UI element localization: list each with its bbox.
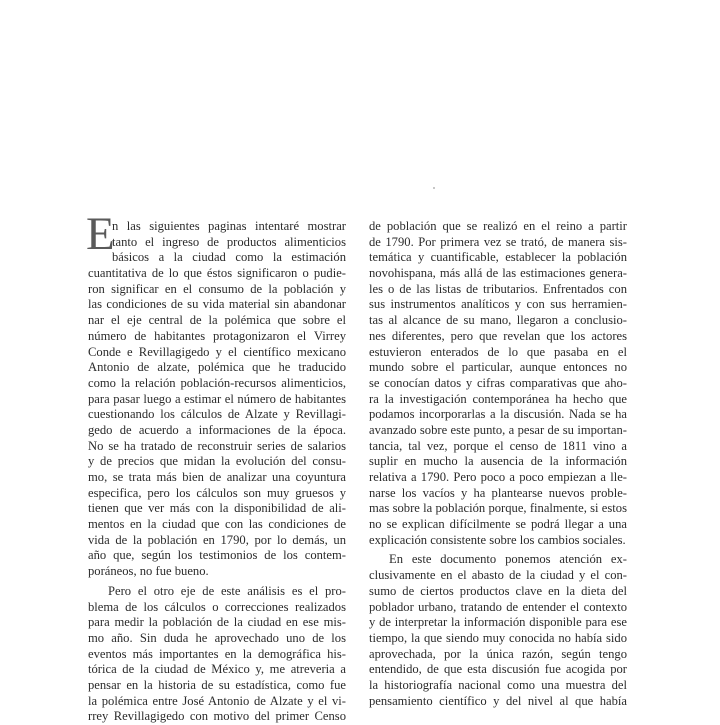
left-column-text-line: básicos a la ciudad como la estimación	[112, 250, 346, 265]
right-column-text-line: explicación consistente sobre los cambios sociales.	[369, 532, 626, 547]
left-column-text-line: la polémica entre José Antonio de Alzate y el vi-	[88, 693, 346, 708]
right-column-text-line: podamos incorporarlas a la discusión. Nada se ha	[369, 407, 627, 422]
left-column-text-line: año que, según los testimonios de los contem-	[88, 548, 346, 563]
left-column-text-line: eventos más importantes en la demográfica his-	[88, 646, 346, 661]
left-column-text-line: Conde e Revillagigedo y el científico mexicano	[88, 344, 346, 359]
left-column-text-line: blema de los cálculos o correcciones realizados	[88, 599, 346, 614]
right-column-text-line: mundo sobre el particular, aunque entonces no	[369, 360, 627, 375]
left-column-text-line: Pero el otro eje de este análisis es el pro-	[108, 583, 346, 598]
right-column-text-line: tancia, tal vez, porque el censo de 1811 vino a	[369, 438, 627, 453]
left-column-text-line: y de precios que midan la evolución del consu-	[88, 454, 346, 469]
left-column-text-line: mentos en la ciudad que con las condiciones de	[88, 517, 346, 532]
right-column-text-line: no se explican difícilmente se podrá llegar a una	[369, 517, 627, 532]
left-column-text-line: ron significar en el consumo de la población y	[88, 281, 346, 296]
left-column-text-line: cuestionando los cálculos de Alzate y Revillagi-	[88, 407, 346, 422]
right-column-text-line: suplir en mucho la ausencia de la información	[369, 454, 627, 469]
left-column-text-line: mo año. Sin duda he aprovechado uno de los	[88, 630, 346, 645]
right-text-column	[369, 219, 627, 709]
left-column-text-line: mo, se trata más bien de analizar una coyuntura	[88, 470, 346, 484]
right-column-text-line: y de interpretar la información disponible para ese	[369, 615, 627, 630]
right-column-text-line: novohispana, más allá de las estimaciones genera-	[369, 266, 627, 281]
left-column-text-line: para medir la población de la ciudad en ese mis-	[88, 615, 346, 630]
right-column-text-line: avanzado sobre este punto, a pesar de su importan-	[369, 422, 627, 437]
left-column-text-line: tienen que ver más con la disponibilidad de ali-	[88, 501, 346, 516]
scan-speck	[433, 187, 435, 189]
left-column-text-line: número de habitantes protagonizaron el Virrey	[88, 328, 346, 343]
left-column-text-line: pensar en la historia de su estadística, como fue	[88, 677, 346, 692]
left-column-text-line: No se ha tratado de reconstruir series de salarios	[88, 438, 346, 453]
left-column-text-line: para pasar luego a estimar el número de habitantes	[88, 391, 346, 406]
left-column-text-line: rrey Revillagigedo con motivo del primer Censo	[88, 709, 346, 724]
left-column-text-line: vida de la población en 1790, por lo demás, un	[88, 532, 346, 547]
right-column-text-line: En este documento ponemos atención ex-	[389, 552, 627, 567]
left-column-text-line: las condiciones de su vida material sin abandonar	[88, 297, 346, 312]
right-column-text-line: poblador urbano, tratando de entender el contexto	[369, 599, 627, 614]
right-column-text-line: narse los vacíos y ha plantearse nuevos proble-	[369, 485, 627, 500]
drop-cap-letter: E	[86, 208, 115, 260]
right-column-text-line: relativa a 1790. Pero poco a poco empiezan a lle-	[369, 470, 627, 484]
left-column-text-line: poráneos, no fue bueno.	[88, 564, 209, 579]
right-column-text-line: de población que se realizó en el reino a partir	[369, 219, 627, 233]
left-column-text-line: nar el eje central de la polémica que sobre el	[88, 313, 346, 328]
left-column-text-line: como la relación población-recursos alimenticios,	[88, 375, 346, 390]
left-column-text-line: gedo de acuerdo a informaciones de la época.	[88, 422, 346, 437]
right-column-text-line: nes diferentes, pero que revelan que los actores	[369, 328, 627, 343]
right-column-text-line: pensamiento científico y del nivel al que había	[369, 693, 627, 708]
left-column-text-line: cuantitativa de lo que éstos significaron o pudie-	[88, 266, 346, 281]
right-column-text-line: entendido, de que esta discusión fue acogida por	[369, 662, 627, 677]
right-column-text-line: se conocían datos y cifras comparativas que aho-	[369, 375, 627, 390]
left-column-text-line: tanto el ingreso de productos alimenticios	[112, 234, 346, 249]
left-column-text-line: n las siguientes paginas intentaré mostrar	[112, 219, 346, 233]
left-column-text-line: Antonio de alzate, polémica que he traducido	[88, 360, 346, 375]
right-column-text-line: les o de las listas de tributarios. Enfrentados con	[369, 281, 627, 296]
right-column-text-line: ra la investigación contemporánea ha hecho que	[369, 391, 627, 406]
right-column-text-line: la historiografía nacional como una muestra del	[369, 677, 627, 692]
left-column-text-line: tórica de la ciudad de México y, me atreveria a	[88, 662, 346, 677]
right-column-text-line: clusivamente en el abasto de la ciudad y el con-	[369, 568, 627, 583]
right-column-text-line: aprovechada, por la única razón, según tengo	[369, 646, 627, 661]
left-text-column	[88, 219, 346, 725]
right-column-text-line: estuvieron enterados de lo que pasaba en el	[369, 344, 627, 359]
right-column-text-line: tiempo, la que siendo muy conocida no había sido	[369, 630, 627, 645]
right-column-text-line: temática y cuantificable, establecer la población	[369, 250, 627, 265]
right-column-text-line: sus instrumentos analíticos y con sus herramien-	[369, 297, 627, 312]
right-column-text-line: mas sobre la población porque, finalmente, si estos	[369, 501, 627, 516]
right-column-text-line: tas al alcance de su mano, llegaron a conclusio-	[369, 313, 627, 328]
right-column-text-line: de 1790. Por primera vez se trató, de manera sis-	[369, 234, 627, 249]
left-column-text-line: especifica, pero los cálculos son muy gruesos y	[88, 485, 346, 500]
right-column-text-line: sumo de ciertos productos clave en la dieta del	[369, 583, 627, 598]
